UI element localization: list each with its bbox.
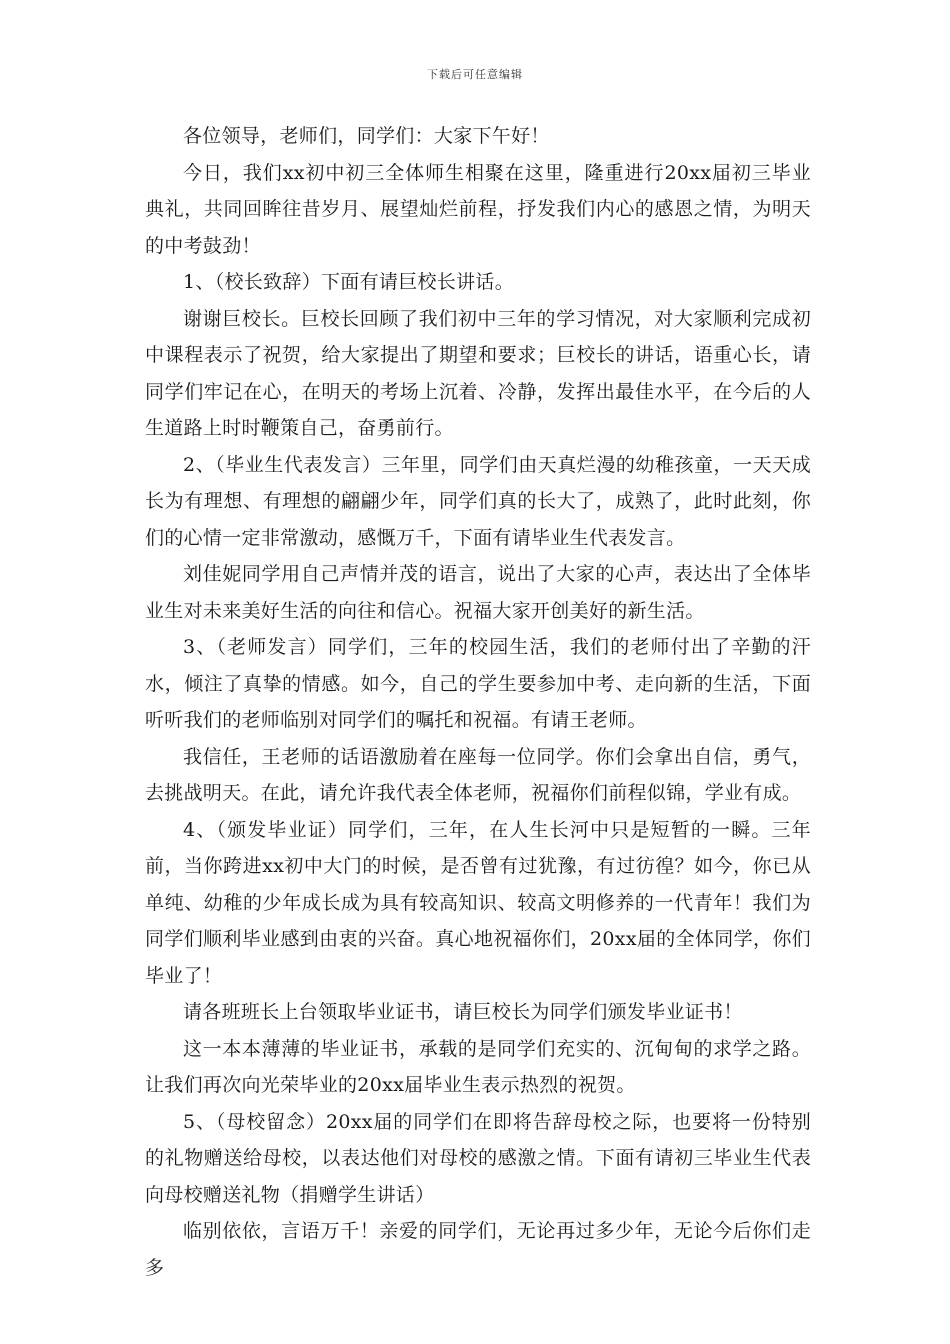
- paragraph-item-2: 2、（毕业生代表发言）三年里，同学们由天真烂漫的幼稚孩童，一天天成长为有理想、有理想的翩翩少年，同学们真的长大了，成熟了，此时此刻，你们的心情一定非常激动，感慨万千，下面有请毕业生代表发言。: [145, 453, 811, 549]
- document-body: [145, 118, 811, 1286]
- paragraph-student-speech-remark: 刘佳妮同学用自己声情并茂的语言，说出了大家的心声，表达出了全体毕业生对未来美好生活的向往和信心。祝福大家开创美好的新生活。: [145, 563, 811, 622]
- paragraph-thanks-principal: 谢谢巨校长。巨校长回顾了我们初中三年的学习情况，对大家顺利完成初中课程表示了祝贺，给大家提出了期望和要求；巨校长的讲话，语重心长，请同学们牢记在心，在明天的考场上沉着、冷静，发挥出最佳水平，在今后的人生道路上时时鞭策自己，奋勇前行。: [145, 307, 811, 439]
- paragraph-item-4: 4、（颁发毕业证）同学们，三年，在人生长河中只是短暂的一瞬。三年前，当你跨进xx初中大门的时候，是否曾有过犹豫，有过彷徨？如今，你已从单纯、幼稚的少年成长成为具有较高知识、较高文明修养的一代青年！我们为同学们顺利毕业感到由衷的兴奋。真心地祝福你们，20xx届的全体同学，你们毕业了！: [145, 818, 811, 987]
- paragraph-item-3: 3、（老师发言）同学们，三年的校园生活，我们的老师付出了辛勤的汗水，倾注了真挚的情感。如今，自己的学生要参加中考、走向新的生活，下面听听我们的老师临别对同学们的嘱托和祝福。有请王老师。: [145, 636, 811, 731]
- header-note: 下载后可任意编辑: [427, 68, 523, 81]
- paragraph-item-1: 1、（校长致辞）下面有请巨校长讲话。: [183, 271, 514, 293]
- paragraph-greeting: 各位领导，老师们，同学们：大家下午好！: [183, 125, 550, 147]
- paragraph-opening: 今日，我们xx初中初三全体师生相聚在这里，隆重进行20xx届初三毕业典礼，共同回眸往昔岁月、展望灿烂前程，抒发我们内心的感恩之情，为明天的中考鼓劲！: [145, 161, 811, 257]
- paragraph-certificate-remark: 这一本本薄薄的毕业证书，承载的是同学们充实的、沉甸甸的求学之路。让我们再次向光荣毕业的20xx届毕业生表示热烈的祝贺。: [145, 1037, 811, 1096]
- paragraph-certificate-call: 请各班班长上台领取毕业证书，请巨校长为同学们颁发毕业证书！: [183, 1001, 743, 1023]
- paragraph-farewell: 临别依依，言语万千！亲爱的同学们，无论再过多少年，无论今后你们走多: [145, 1220, 811, 1279]
- paragraph-item-5: 5、（母校留念）20xx届的同学们在即将告辞母校之际，也要将一份特别的礼物赠送给母校，以表达他们对母校的感激之情。下面有请初三毕业生代表向母校赠送礼物（捐赠学生讲话）: [145, 1110, 811, 1206]
- paragraph-teacher-remark: 我信任，王老师的话语激励着在座每一位同学。你们会拿出自信，勇气，去挑战明天。在此，请允许我代表全体老师，祝福你们前程似锦，学业有成。: [145, 745, 811, 804]
